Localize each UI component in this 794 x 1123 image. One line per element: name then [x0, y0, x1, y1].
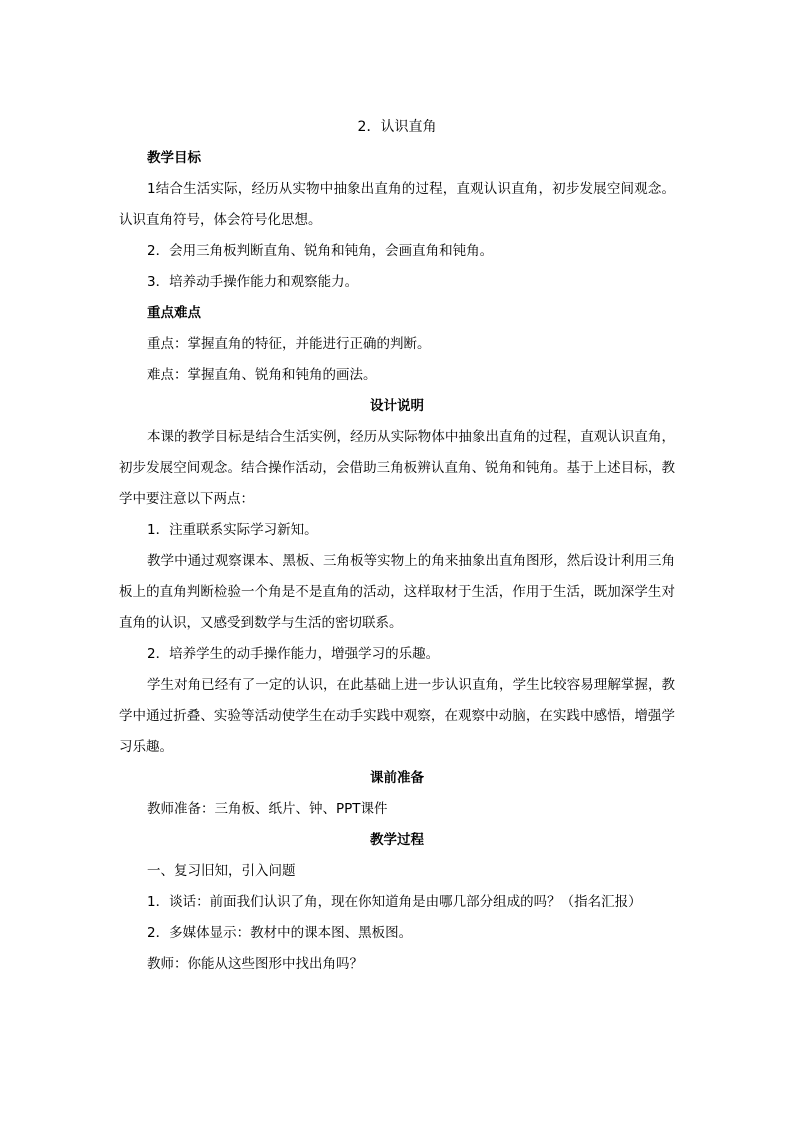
process-teacher-question: 教师：你能从这些图形中找出角吗？ [147, 956, 363, 972]
process-heading: 教学过程 [370, 832, 424, 848]
key-point-difficulty: 难点：掌握直角、锐角和钝角的画法。 [147, 367, 377, 383]
objective-item-2: 2．会用三角板判断直角、锐角和钝角，会画直角和钝角。 [147, 243, 494, 259]
design-point-2-title: 2．培养学生的动手操作能力，增强学习的乐趣。 [147, 646, 440, 662]
key-points-heading: 重点难点 [147, 305, 201, 321]
design-point-2-body: 学生对角已经有了一定的认识，在此基础上进一步认识直角，学生比较容易理解掌握，教学中通过折叠、实验等活动使学生在动手实践中观察，在观察中动脑，在实践中感悟，增强学习乐趣。 [119, 677, 675, 755]
objective-item-3: 3．培养动手操作能力和观察能力。 [147, 274, 359, 290]
objectives-heading: 教学目标 [147, 150, 201, 166]
key-point-focus: 重点：掌握直角的特征，并能进行正确的判断。 [147, 336, 431, 352]
design-intro: 本课的教学目标是结合生活实例，经历从实际物体中抽象出直角的过程，直观认识直角，初步发展空间观念。结合操作活动，会借助三角板辨认直角、锐角和钝角。基于上述目标，教学中要注意以下两点： [119, 429, 675, 507]
design-point-1-title: 1．注重联系实际学习新知。 [147, 522, 318, 538]
objective-item-1: 1结合生活实际，经历从实物中抽象出直角的过程，直观认识直角，初步发展空间观念。认识直角符号，体会符号化思想。 [119, 181, 675, 228]
process-step-2: 2．多媒体显示：教材中的课本图、黑板图。 [147, 925, 413, 941]
preparation-heading: 课前准备 [370, 770, 424, 786]
document-title: 2．认识直角 [357, 119, 437, 135]
design-heading: 设计说明 [370, 398, 424, 414]
process-step-1: 1．谈话：前面我们认识了角，现在你知道角是由哪几部分组成的吗？（指名汇报） [147, 894, 642, 910]
design-point-1-body: 教学中通过观察课本、黑板、三角板等实物上的角来抽象出直角图形，然后设计利用三角板上的直角判断检验一个角是不是直角的活动，这样取材于生活，作用于生活，既加深学生对直角的认识，又感受到数学与生活的密切联系。 [119, 553, 675, 631]
document-content [119, 112, 675, 980]
preparation-text: 教师准备：三角板、纸片、钟、PPT课件 [147, 801, 388, 817]
process-section-1: 一、复习旧知，引入问题 [147, 863, 296, 879]
